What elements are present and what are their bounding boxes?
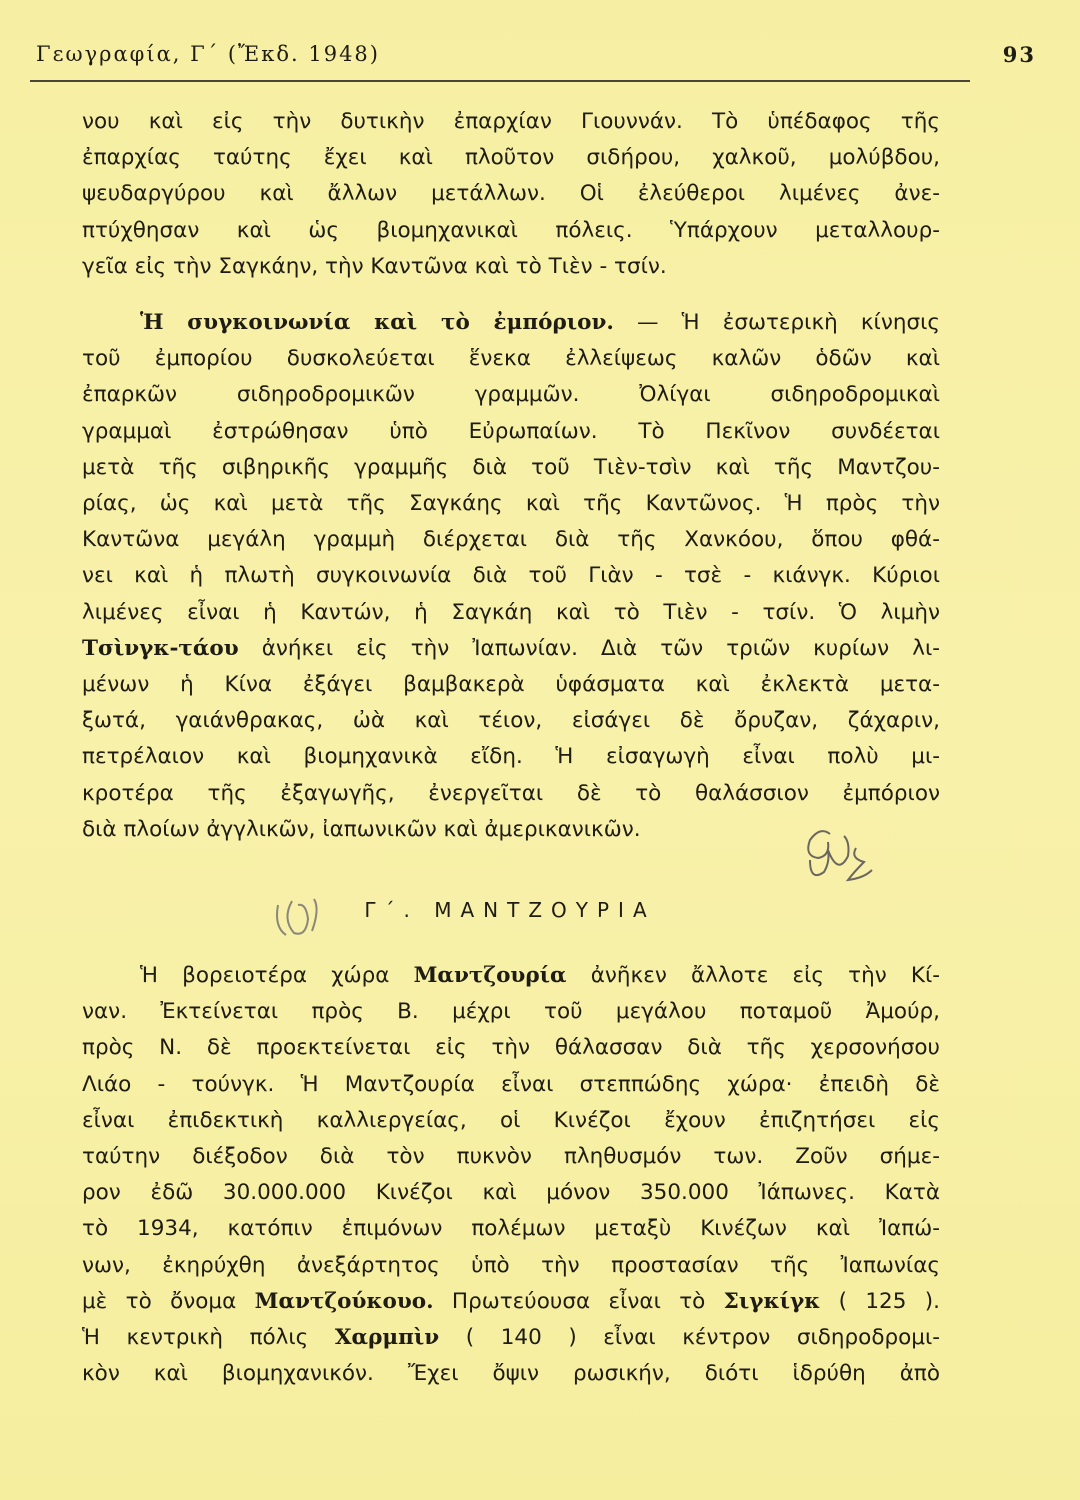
text-fragment: μὲ τὸ ὄνομα bbox=[82, 1288, 255, 1314]
pencil-annotation bbox=[790, 820, 900, 890]
text-line: Καντῶνα μεγάλη γραμμὴ διέρχεται διὰ τῆς Χανκόου, ὅπου φθά- bbox=[82, 527, 940, 553]
section-heading bbox=[0, 898, 1080, 928]
text-line bbox=[82, 1284, 940, 1320]
bold-term: Χαρμπὶν bbox=[334, 1325, 440, 1351]
text-line: τοῦ ἐμπορίου δυσκολεύεται ἕνεκα ἐλλείψεως καλῶν ὁδῶν καὶ bbox=[82, 346, 940, 372]
text-line: ναν. Ἐκτείνεται πρὸς Β. μέχρι τοῦ μεγάλου ποταμοῦ Ἀμούρ, bbox=[82, 999, 940, 1025]
paragraph-lead-text: — Ἡ ἐσωτερικὴ κίνησις bbox=[613, 310, 940, 336]
page-number: 93 bbox=[1002, 42, 1036, 67]
text-line: πρὸς Ν. δὲ προεκτείνεται εἰς τὴν θάλασσαν διὰ τῆς χερσονήσου bbox=[82, 1035, 940, 1061]
text-line: εἶναι ἐπιδεκτικὴ καλλιεργείας, οἱ Κινέζοι ἔχουν ἐπιζητήσει εἰς bbox=[82, 1107, 940, 1133]
text-line bbox=[82, 958, 940, 994]
bold-term: Μαντζουρία bbox=[413, 963, 567, 988]
running-title: Γεωγραφία, Γ΄ (Ἔκδ. 1948) bbox=[36, 42, 380, 66]
text-line: γεῖα εἰς τὴν Σαγκάην, τὴν Καντῶνα καὶ τὸ Τιὲν - τσίν. bbox=[82, 253, 667, 279]
text-line bbox=[82, 631, 940, 667]
text-fragment: ἀνῆκεν ἄλλοτε εἰς τὴν Κί- bbox=[566, 963, 940, 988]
paragraph-lead-line bbox=[82, 305, 940, 341]
text-line: ρον ἐδῶ 30.000.000 Κινέζοι καὶ μόνον 350.000 Ἰάπωνες. Κατὰ bbox=[82, 1180, 940, 1206]
section-heading-text: Γ΄. ΜΑΝΤΖΟΥΡΙΑ bbox=[364, 898, 656, 922]
text-fragment: ἀνήκει εἰς τὴν Ἰαπωνίαν. Διὰ τῶν τριῶν κυρίων λι- bbox=[238, 635, 940, 661]
text-line bbox=[82, 1320, 940, 1356]
header-rule bbox=[30, 80, 970, 82]
text-line: κροτέρα τῆς ἐξαγωγῆς, ἐνεργεῖται δὲ τὸ θαλάσσιον ἐμπόριον bbox=[82, 780, 940, 806]
text-line: γραμμαὶ ἐστρώθησαν ὑπὸ Εὐρωπαίων. Τὸ Πεκῖνον συνδέεται bbox=[82, 418, 940, 444]
text-fragment: Πρωτεύουσα εἶναι τὸ bbox=[433, 1288, 724, 1314]
text-line: ρίας, ὡς καὶ μετὰ τῆς Σαγκάης καὶ τῆς Καντῶνος. Ἡ πρὸς τὴν bbox=[82, 491, 940, 517]
text-line: μετὰ τῆς σιβηρικῆς γραμμῆς διὰ τοῦ Τιὲν-τσὶν καὶ τῆς Μαντζου- bbox=[82, 454, 940, 480]
text-block-1 bbox=[82, 104, 940, 848]
text-fragment: Ἡ βορειοτέρα χώρα bbox=[140, 963, 414, 988]
text-block-2 bbox=[82, 958, 940, 1392]
text-line: πτύχθησαν καὶ ὡς βιομηχανικαὶ πόλεις. Ὑπάρχουν μεταλλουρ- bbox=[82, 217, 940, 243]
bold-term: Τσὶνγκ-τάου bbox=[82, 635, 239, 661]
text-line: διὰ πλοίων ἀγγλικῶν, ἰαπωνικῶν καὶ ἀμερικανικῶν. bbox=[82, 816, 641, 842]
text-line: Λιάο - τούνγκ. Ἡ Μαντζουρία εἶναι στεππώδης χώρα· ἐπειδὴ δὲ bbox=[82, 1071, 940, 1097]
text-line: ἐπαρχίας ταύτης ἔχει καὶ πλοῦτον σιδήρου, χαλκοῦ, μολύβδου, bbox=[82, 145, 940, 171]
text-line: νων, ἐκηρύχθη ἀνεξάρτητος ὑπὸ τὴν προστασίαν τῆς Ἰαπωνίας bbox=[82, 1252, 940, 1278]
text-line: λιμένες εἶναι ἡ Καντών, ἡ Σαγκάη καὶ τὸ Τιὲν - τσίν. Ὁ λιμὴν bbox=[82, 599, 940, 625]
text-line: ψευδαργύρου καὶ ἄλλων μετάλλων. Οἱ ἐλεύθεροι λιμένες ἀνε- bbox=[82, 181, 940, 207]
text-line: κὸν καὶ βιομηχανικόν. Ἔχει ὄψιν ρωσικήν, διότι ἱδρύθη ἀπὸ bbox=[82, 1361, 940, 1387]
running-head bbox=[36, 36, 1036, 76]
bold-term: Σιγκίγκ bbox=[723, 1288, 821, 1314]
text-line: ταύτην διέξοδον διὰ τὸν πυκνὸν πληθυσμόν των. Ζοῦν σήμε- bbox=[82, 1144, 940, 1170]
text-line: ξωτά, γαιάνθρακας, ὠὰ καὶ τέιον, εἰσάγει δὲ ὄρυζαν, ζάχαριν, bbox=[82, 708, 940, 734]
text-fragment: ( 125 ). bbox=[820, 1288, 940, 1314]
text-line: μένων ἡ Κίνα ἐξάγει βαμβακερὰ ὑφάσματα καὶ ἐκλεκτὰ μετα- bbox=[82, 672, 940, 698]
text-fragment: Ἡ κεντρικὴ πόλις bbox=[82, 1325, 335, 1351]
paragraph-heading: Ἡ συγκοινωνία καὶ τὸ ἐμπόριον. bbox=[140, 310, 614, 336]
text-line: νου καὶ εἰς τὴν δυτικὴν ἐπαρχίαν Γιουννάν. Τὸ ὑπέδαφος τῆς bbox=[82, 109, 940, 134]
text-line: τὸ 1934, κατόπιν ἐπιμόνων πολέμων μεταξὺ Κινέζων καὶ Ἰαπώ- bbox=[82, 1216, 940, 1242]
text-line: ἐπαρκῶν σιδηροδρομικῶν γραμμῶν. Ὀλίγαι σιδηροδρομικαὶ bbox=[82, 382, 940, 408]
bold-term: Μαντζούκουο. bbox=[254, 1288, 434, 1314]
text-fragment: ( 140 ) εἶναι κέντρον σιδηροδρομι- bbox=[439, 1325, 940, 1351]
text-line: πετρέλαιον καὶ βιομηχανικὰ εἴδη. Ἡ εἰσαγωγὴ εἶναι πολὺ μι- bbox=[82, 744, 940, 770]
text-line: νει καὶ ἡ πλωτὴ συγκοινωνία διὰ τοῦ Γιὰν - τσὲ - κιάνγκ. Κύριοι bbox=[82, 563, 940, 589]
